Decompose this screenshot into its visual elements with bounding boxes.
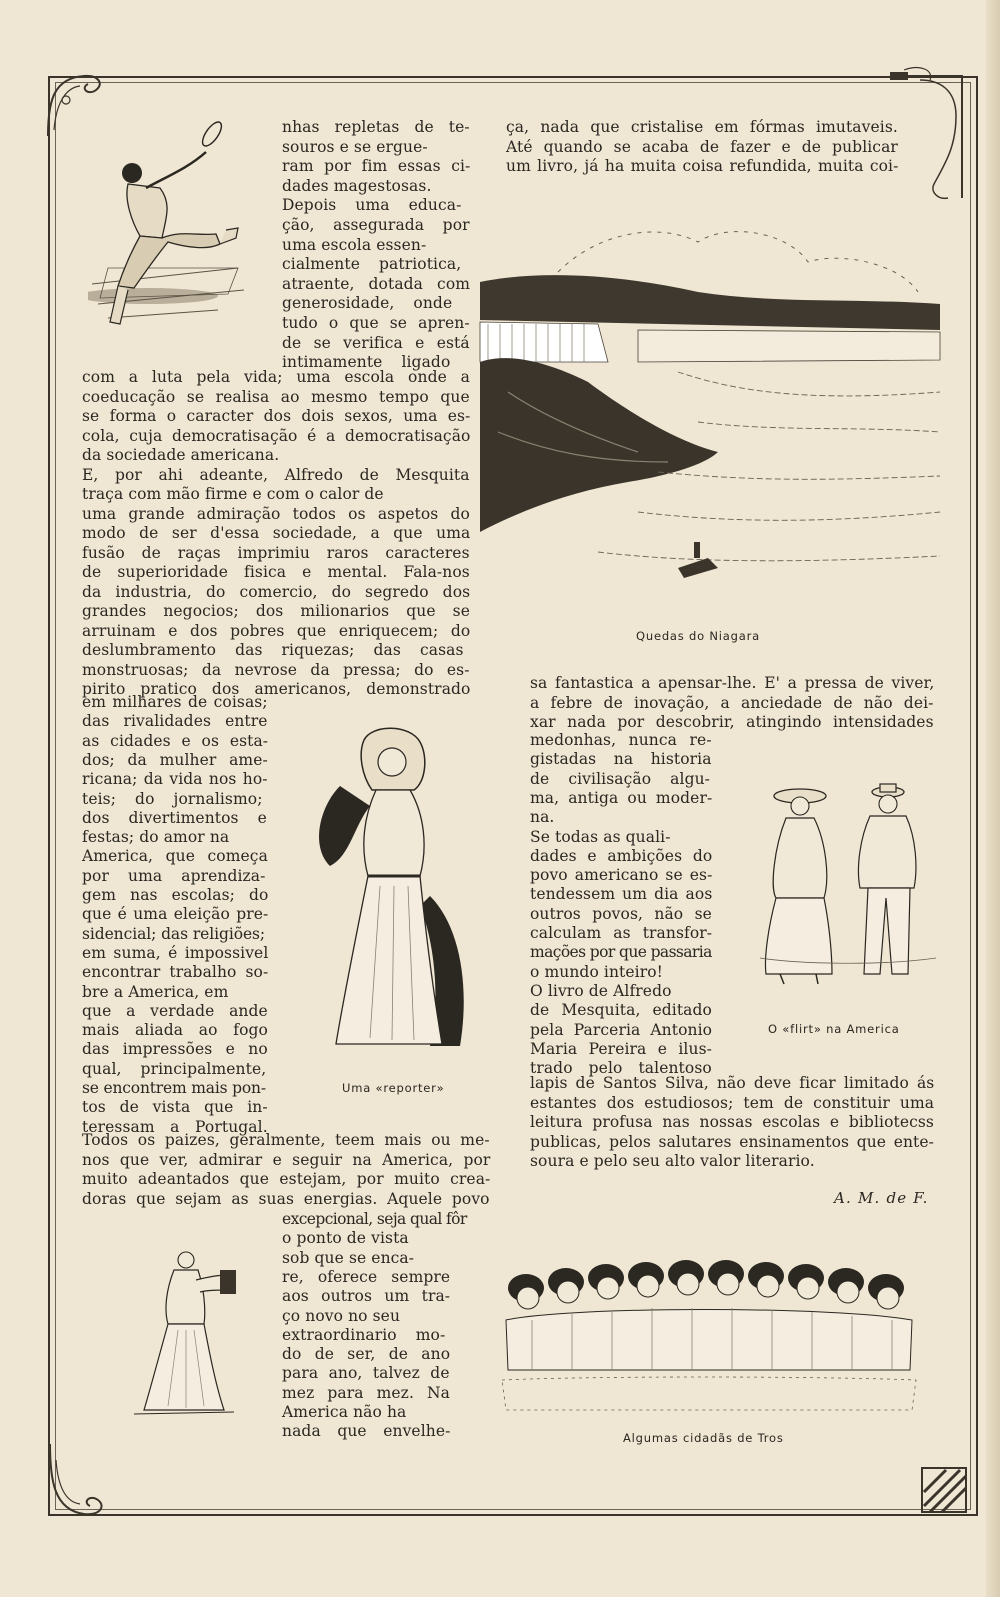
text-line: uma escola essen- [282,235,427,254]
text-line: de se verifica e está [282,333,470,352]
text-line: que a verdade ande [82,1001,268,1020]
text-line: ram por fim essas ci- [282,157,471,176]
caption-reporter: Uma «reporter» [342,1081,445,1095]
text-line: America não ha [282,1403,407,1421]
text-line: gistadas na historia [530,750,712,769]
text-line: ricana; da vida nos ho- [82,770,268,789]
text-line: sa fantastica a apensar-lhe. E' a pressa de viver, [530,674,935,692]
text-line: bre a America, em [82,982,229,1001]
text-line: com a luta pela vida; uma escola onde a [82,368,470,386]
text-line: America, que começa [82,847,268,866]
text-line: outros povos, não se [530,904,712,923]
text-line: xar nada por descobrir, atingindo intensidades [530,713,934,732]
text-line: generosidade, onde [282,294,453,313]
text-line: de superioridade fisica e mental. Fala-nos [82,563,470,581]
corner-ornament-bottom-right [920,1466,970,1516]
text-line: dades e ambições do [530,846,713,865]
text-line: ma, antiga ou moder- [530,788,713,807]
text-line: da industria, do comercio, do segredo dos [82,582,471,601]
text-line: O livro de Alfredo [530,981,672,1000]
text-line: festas; do amor na [82,828,230,847]
text-line: uma grande admiração todos os aspetos do [82,504,470,523]
text-line: o ponto de vista [282,1229,409,1248]
signature: A. M. de F. [834,1189,929,1207]
text-line: pela Parceria Antonio [530,1020,713,1039]
woman-with-camera-illustration [124,1250,244,1420]
text-line: fusão de raças imprimiu raros caracteres [82,543,470,562]
text-line: por uma aprendiza- [82,866,266,885]
text-line: atraente, dotada com [282,274,471,293]
text-line: mez para mez. Na [282,1383,450,1402]
text-line: grandes negocios; dos milionarios que se [82,602,470,620]
text-line: Até quando se acaba de fazer e de publicar [506,137,898,156]
text-line: estantes dos estudiosos; tem de constituir uma [530,1093,935,1112]
text-line: calculam as transfor- [530,924,713,942]
text-line: sidencial; das religiões; [82,924,266,943]
text-line: em milhares de coisas; [82,693,268,711]
text-line: as cidades e os esta- [82,731,269,750]
text-line: qual, principalmente, [82,1059,267,1078]
text-line: monstruosas; da nevrose da pressa; do es- [82,660,470,679]
text-line: traça com mão firme e com o calor de [82,485,384,503]
text-line: trado pelo talentoso [530,1059,712,1078]
text-line: soura e pelo seu alto valor literario. [530,1152,815,1171]
text-line: extraordinario mo- [282,1325,446,1344]
text-line: Todos os paizes, geralmente, teem mais ou me- [82,1131,490,1149]
text-line: da sociedade americana. [82,446,280,464]
text-line: excepcional, seja qual fôr [282,1210,467,1228]
corner-ornament-bottom-left [44,1440,124,1520]
text-line: Depois uma educa- [282,196,462,215]
text-line: teressam a Portugal. [82,1117,268,1136]
text-line: muito adeantados que estejam, por muito crea- [82,1170,491,1189]
caption-cidadas: Algumas cidadãs de Tros [623,1431,784,1445]
text-line: de Mesquita, editado [530,1001,712,1020]
text-line: para ano, talvez de [282,1364,450,1383]
niagara-falls-illustration [478,212,948,612]
text-line: tendessem um dia aos [530,885,713,904]
text-line: arruinam e dos pobres que enriquecem; do [82,621,471,640]
text-line: cola, cuja democratisação é a democratisação [82,426,471,445]
text-line: E, por ahi adeante, Alfredo de Mesquita [82,465,470,484]
text-line: publicas, pelos salutares ensinamentos que ente- [530,1132,934,1151]
group-of-women-illustration [492,1250,922,1420]
caption-niagara: Quedas do Niagara [636,629,760,643]
text-line: ça, nada que cristalise em fórmas imutaveis. [506,118,898,136]
text-line: intimamente ligado [282,353,451,372]
text-line: um livro, já ha muita coisa refundida, muita coi- [506,157,899,176]
text-line: mações por que passaria [530,943,712,962]
text-line: leitura profusa nas nossas escolas e bibliotecss [530,1113,934,1132]
text-line: de civilisação algu- [530,769,711,788]
text-line: do de ser, de ano [282,1345,451,1364]
text-line: teis; do jornalismo; [82,789,263,808]
text-line: se encontrem mais pon- [82,1079,266,1097]
corner-ornament-top-right [890,66,970,206]
caption-flirt: O «flirt» na America [768,1022,900,1036]
text-line: tos de vista que in- [82,1098,268,1117]
text-line: nos que ver, admirar e seguir na America, por [82,1150,491,1169]
text-line: Maria Pereira e ilus- [530,1039,712,1058]
text-line: das impressões e no [82,1040,268,1059]
text-line: das rivalidades entre [82,712,268,731]
text-line: re, oferece sempre [282,1267,451,1286]
text-line: na. [530,808,555,827]
text-line: que é uma eleição pre- [82,905,269,924]
text-line: dos divertimentos e [82,808,267,827]
page-edge-shadow [986,0,1000,1597]
text-line: em suma, é impossivel [82,943,269,962]
text-line: aos outros um tra- [282,1287,451,1306]
reporter-woman-illustration [310,726,480,1066]
text-line: se forma o caracter dos dois sexos, uma es- [82,407,471,425]
text-line: nhas repletas de te- [282,118,470,136]
text-line: mais aliada ao fogo [82,1021,268,1040]
text-line: pirito pratico dos americanos, demonstrado [82,680,471,698]
text-line: ção, assegurada por [282,216,470,234]
text-line: souros e se ergue- [282,137,428,156]
text-line: Se todas as quali- [530,827,671,846]
text-line: doras que sejam as suas energias. Aquele povo [82,1189,490,1208]
text-line: gem nas escolas; do [82,886,269,904]
text-line: lapis de Santos Silva, não deve ficar limitado ás [530,1074,935,1092]
tennis-player-illustration [88,118,250,334]
text-line: nada que envelhe- [282,1422,451,1441]
text-line: coeducação se realisa ao mesmo tempo que [82,387,470,406]
text-line: deslumbramento das riquezas; das casas [82,641,464,659]
text-line: ço novo no seu [282,1306,401,1325]
text-line: modo de ser d'essa sociedade, a que uma [82,524,471,542]
text-line: medonhas, nunca re- [530,731,712,749]
text-line: a febre de inovação, a anciedade de não dei- [530,693,934,712]
text-line: povo americano se es- [530,866,713,885]
text-line: dos; da mulher ame- [82,750,268,769]
text-line: dades magestosas. [282,176,432,195]
text-line: encontrar trabalho so- [82,963,269,982]
text-line: sob que se enca- [282,1248,415,1267]
flirt-couple-illustration [760,778,940,998]
text-line: cialmente patriotica, [282,255,462,274]
text-line: o mundo inteiro! [530,962,663,981]
text-line: tudo o que se apren- [282,314,470,332]
